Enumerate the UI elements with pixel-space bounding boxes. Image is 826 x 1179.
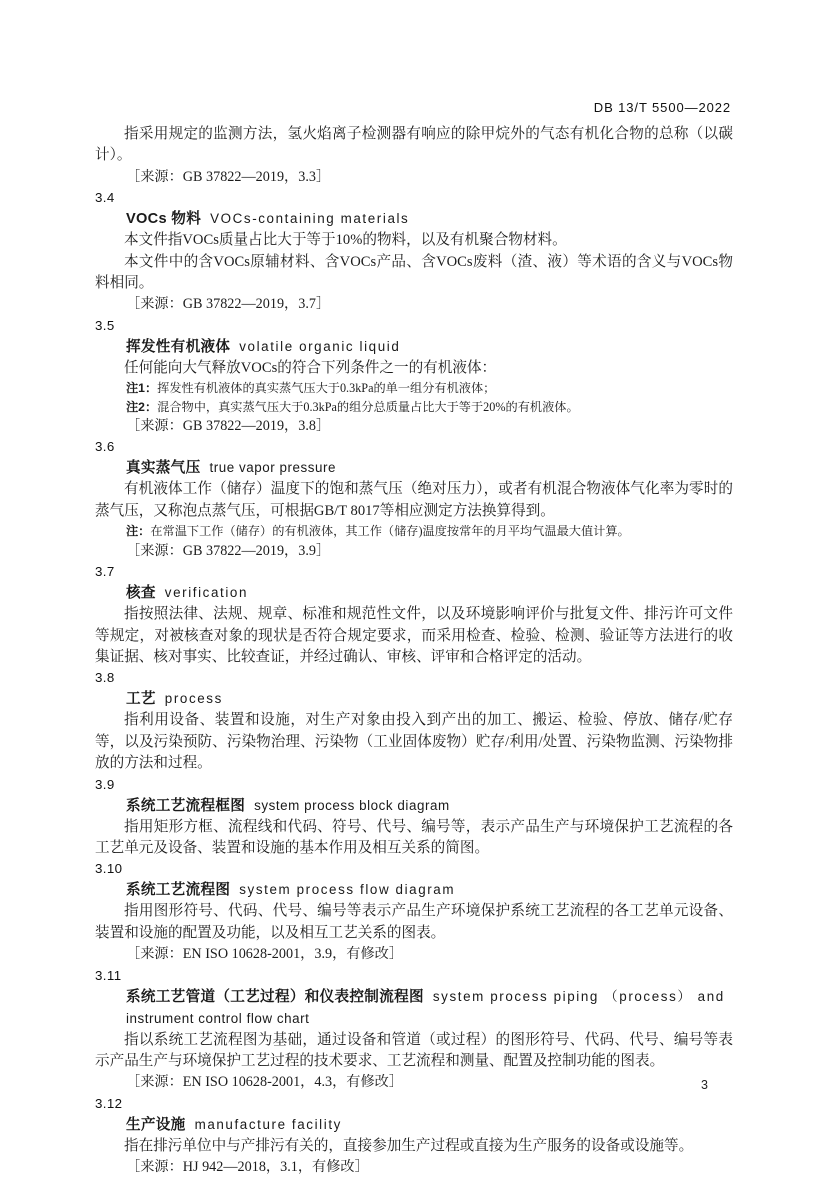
clause-paragraph: 指用矩形方框、流程线和代码、符号、代号、编号等，表示产品生产与环境保护工艺流程的各工艺单元及设备、装置和设施的基本作用及相互关系的简图。 xyxy=(95,818,733,856)
clause-paragraph: 指用图形符号、代码、代号、编号等表示产品生产环境保护系统工艺流程的各工艺单元设备、装置和设施的配置及功能，以及相互工艺关系的图表。 xyxy=(95,903,733,941)
clause-3-8 xyxy=(95,668,733,774)
clause-number: 3.10 xyxy=(95,861,123,877)
term-en: VOCs-containing materials xyxy=(210,211,410,227)
continued-definition-body: 指采用规定的监测方法，氢火焰离子检测器有响应的除甲烷外的气态有机化合物的总称（以碳计）。 xyxy=(95,126,733,164)
term-line xyxy=(95,1114,733,1136)
note-text: 挥发性有机液体的真实蒸气压大于0.3kPa的单一组分有机液体； xyxy=(157,381,496,396)
term-line xyxy=(95,986,733,1008)
term-line xyxy=(95,208,733,230)
clause-3-12 xyxy=(95,1094,733,1179)
term-cn: 工艺 xyxy=(126,691,156,708)
term-line xyxy=(95,457,733,479)
clause-3-11 xyxy=(95,966,733,1094)
clause-source: ［来源：EN ISO 10628-2001，3.9，有修改］ xyxy=(126,946,404,963)
clause-paragraph: 指按照法律、法规、规章、标准和规范性文件，以及环境影响评价与批复文件、排污许可文件等规定，对被核查对象的现状是否符合规定要求，而采用检查、检验、检测、验证等方法进行的收集证据、核对事实、比较查证，并经过确认、审核、评审和合格评定的活动。 xyxy=(95,606,733,665)
clause-source: ［来源：GB 37822—2019，3.7］ xyxy=(126,296,331,313)
term-cn: 核查 xyxy=(126,585,156,602)
term-cn: 生产设施 xyxy=(126,1116,186,1133)
term-line xyxy=(95,688,733,710)
clause-note xyxy=(95,379,733,397)
clause-source: ［来源：HJ 942—2018，3.1，有修改］ xyxy=(126,1159,369,1176)
term-en: system process block diagram xyxy=(254,797,450,813)
clause-number: 3.12 xyxy=(95,1095,123,1111)
term-line xyxy=(95,879,733,901)
note-label: 注2： xyxy=(126,399,158,414)
clause-3-10 xyxy=(95,859,733,965)
term-en: process xyxy=(164,691,223,707)
clause-3-5 xyxy=(95,316,733,438)
term-cn: 系统工艺流程图 xyxy=(126,882,231,899)
term-line xyxy=(95,336,733,358)
document-body xyxy=(95,124,733,1179)
clause-source: ［来源：GB 37822—2019，3.9］ xyxy=(126,542,331,559)
term-cn: 挥发性有机液体 xyxy=(126,338,231,355)
clause-number: 3.9 xyxy=(95,776,115,792)
clause-paragraph: 指利用设备、装置和设施，对生产对象由投入到产出的加工、搬运、检验、停放、储存/贮存等，以及污染预防、污染物治理、污染物（工业固体废物）贮存/利用/处置、污染物监测、污染物排放的方法和过程。 xyxy=(95,712,733,772)
clause-number: 3.4 xyxy=(95,190,115,206)
term-line xyxy=(95,795,733,817)
note-label: 注： xyxy=(126,524,151,539)
clause-paragraph: 任何能向大气释放VOCs的符合下列条件之一的有机液体： xyxy=(124,359,497,376)
clause-number: 3.6 xyxy=(95,439,115,455)
term-en: system process piping （process） and xyxy=(432,988,725,1004)
clause-paragraph: 指以系统工艺流程图为基础，通过设备和管道（或过程）的图形符号、代码、代号、编号等表示产品生产与环境保护工艺过程的技术要求、工艺流程和测量、配置及控制功能的图表。 xyxy=(95,1031,733,1069)
page-number: 3 xyxy=(701,1078,708,1092)
clause-source: ［来源：GB 37822—2019，3.8］ xyxy=(126,418,331,435)
clause-number: 3.11 xyxy=(95,967,122,983)
clause-paragraph: 本文件指VOCs质量占比大于等于10%的物料，以及有机聚合物材料。 xyxy=(124,232,567,249)
clause-paragraph: 有机液体工作（储存）温度下的饱和蒸气压（绝对压力），或者有机混合物液体气化率为零时的蒸气压，又称泡点蒸气压，可根据GB/T 8017等相应测定方法换算得到。 xyxy=(95,481,733,519)
clause-paragraph: 指在排污单位中与产排污有关的，直接参加生产过程或直接为生产服务的设备或设施等。 xyxy=(124,1137,694,1154)
clause-note xyxy=(95,398,733,416)
term-en-continuation: instrument control flow chart xyxy=(126,1010,310,1026)
term-cn: VOCs 物料 xyxy=(126,211,202,228)
running-header-standard-id: DB 13/T 5500—2022 xyxy=(593,100,731,115)
term-en: true vapor pressure xyxy=(209,460,337,476)
clause-number: 3.7 xyxy=(95,564,115,580)
clause-3-6 xyxy=(95,437,733,562)
term-cn: 真实蒸气压 xyxy=(126,460,201,477)
clause-number: 3.8 xyxy=(95,670,115,686)
term-en: manufacture facility xyxy=(194,1116,342,1132)
note-label: 注1： xyxy=(126,381,158,396)
clause-number: 3.5 xyxy=(95,317,115,333)
continued-definition-source: ［来源：GB 37822—2019，3.3］ xyxy=(126,168,331,185)
clause-paragraph: 本文件中的含VOCs原辅材料、含VOCs产品、含VOCs废料（渣、液）等术语的含义与VOCs物料相同。 xyxy=(95,253,733,292)
term-line xyxy=(95,582,733,604)
note-text: 混合物中，真实蒸气压大于0.3kPa的组分总质量占比大于等于20%的有机液体。 xyxy=(157,399,579,414)
clause-3-9 xyxy=(95,775,733,860)
clause-3-4 xyxy=(95,188,733,316)
clause-3-7 xyxy=(95,562,733,668)
term-cn: 系统工艺管道（工艺过程）和仪表控制流程图 xyxy=(126,988,424,1005)
term-en: verification xyxy=(164,585,249,601)
clause-note xyxy=(95,522,733,540)
term-en: system process flow diagram xyxy=(239,882,456,898)
clause-source: ［来源：EN ISO 10628-2001，4.3，有修改］ xyxy=(126,1074,404,1091)
note-text: 在常温下工作（储存）的有机液体，其工作（储存)温度按常年的月平均气温最大值计算。 xyxy=(150,524,630,539)
term-cn: 系统工艺流程框图 xyxy=(126,797,246,814)
term-en: volatile organic liquid xyxy=(239,338,401,354)
